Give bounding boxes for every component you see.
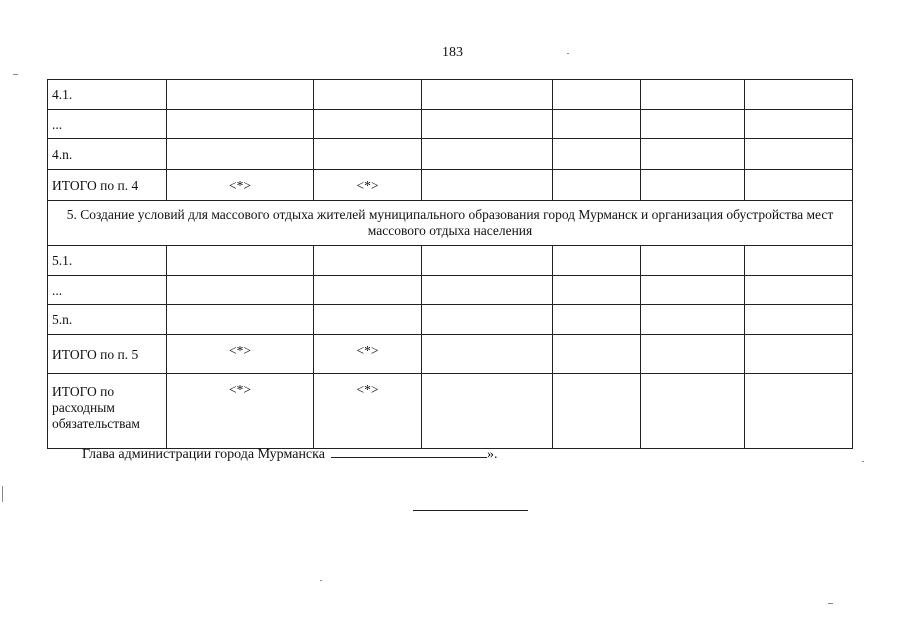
row-index-cell: ... [48, 276, 167, 305]
table-row [48, 139, 853, 170]
total-label: ИТОГО по п. 4 [48, 170, 167, 201]
end-rule [413, 510, 528, 511]
empty-cell [745, 139, 853, 170]
empty-cell [553, 305, 641, 335]
table-row [48, 80, 853, 110]
row-index-cell: 5.1. [48, 246, 167, 276]
empty-cell [422, 246, 553, 276]
section-title: 5. Создание условий для массового отдыха жителей муниципального образования город Мурманск и организация обустройства мест массового отдыха населения [48, 201, 853, 246]
total-value-cell: <*> [314, 374, 422, 449]
empty-cell [553, 335, 641, 374]
row-index-cell: ... [48, 110, 167, 139]
signature-block [82, 444, 497, 463]
empty-cell [641, 170, 745, 201]
empty-cell [167, 139, 314, 170]
empty-cell [422, 335, 553, 374]
empty-cell [314, 246, 422, 276]
empty-cell [167, 305, 314, 335]
total-value-cell: <*> [167, 335, 314, 374]
empty-cell [641, 305, 745, 335]
empty-cell [553, 374, 641, 449]
empty-cell [745, 335, 853, 374]
section-header-row [48, 201, 853, 246]
row-index-cell: 4.1. [48, 80, 167, 110]
total-value-cell: <*> [314, 335, 422, 374]
total-row-5 [48, 335, 853, 374]
total-row-4 [48, 170, 853, 201]
scan-mark [828, 603, 833, 604]
grand-total-label: ИТОГО по расходным обязательствам [48, 374, 167, 449]
empty-cell [314, 305, 422, 335]
empty-cell [167, 80, 314, 110]
empty-cell [553, 139, 641, 170]
empty-cell [314, 139, 422, 170]
table-row [48, 246, 853, 276]
signature-title: Глава администрации города Мурманска [82, 447, 325, 462]
empty-cell [641, 374, 745, 449]
empty-cell [641, 335, 745, 374]
empty-cell [745, 276, 853, 305]
empty-cell [745, 305, 853, 335]
empty-cell [745, 170, 853, 201]
empty-cell [553, 110, 641, 139]
row-index-cell: 4.n. [48, 139, 167, 170]
scan-mark [13, 74, 18, 75]
empty-cell [745, 374, 853, 449]
empty-cell [641, 246, 745, 276]
empty-cell [422, 276, 553, 305]
signature-line [331, 444, 487, 458]
empty-cell [167, 276, 314, 305]
signature-closing: ». [486, 447, 498, 462]
empty-cell [422, 374, 553, 449]
empty-cell [167, 246, 314, 276]
empty-cell [314, 110, 422, 139]
empty-cell [422, 80, 553, 110]
empty-cell [641, 80, 745, 110]
empty-cell [422, 305, 553, 335]
empty-cell [641, 139, 745, 170]
scan-mark [320, 580, 322, 581]
table-row [48, 276, 853, 305]
empty-cell [745, 80, 853, 110]
total-value-cell: <*> [167, 170, 314, 201]
expenditure-table [47, 79, 853, 449]
empty-cell [314, 80, 422, 110]
empty-cell [641, 276, 745, 305]
total-value-cell: <*> [167, 374, 314, 449]
empty-cell [553, 276, 641, 305]
scan-mark [2, 486, 3, 502]
total-label: ИТОГО по п. 5 [48, 335, 167, 374]
empty-cell [422, 170, 553, 201]
grand-total-row [48, 374, 853, 449]
empty-cell [553, 80, 641, 110]
empty-cell [422, 110, 553, 139]
empty-cell [745, 110, 853, 139]
empty-cell [553, 170, 641, 201]
empty-cell [422, 139, 553, 170]
empty-cell [314, 276, 422, 305]
empty-cell [167, 110, 314, 139]
empty-cell [745, 246, 853, 276]
table-row [48, 305, 853, 335]
page-number: 183 [442, 45, 463, 60]
row-index-cell: 5.n. [48, 305, 167, 335]
empty-cell [641, 110, 745, 139]
scan-mark [567, 53, 569, 54]
empty-cell [553, 246, 641, 276]
table-row [48, 110, 853, 139]
scan-mark [862, 461, 864, 462]
total-value-cell: <*> [314, 170, 422, 201]
